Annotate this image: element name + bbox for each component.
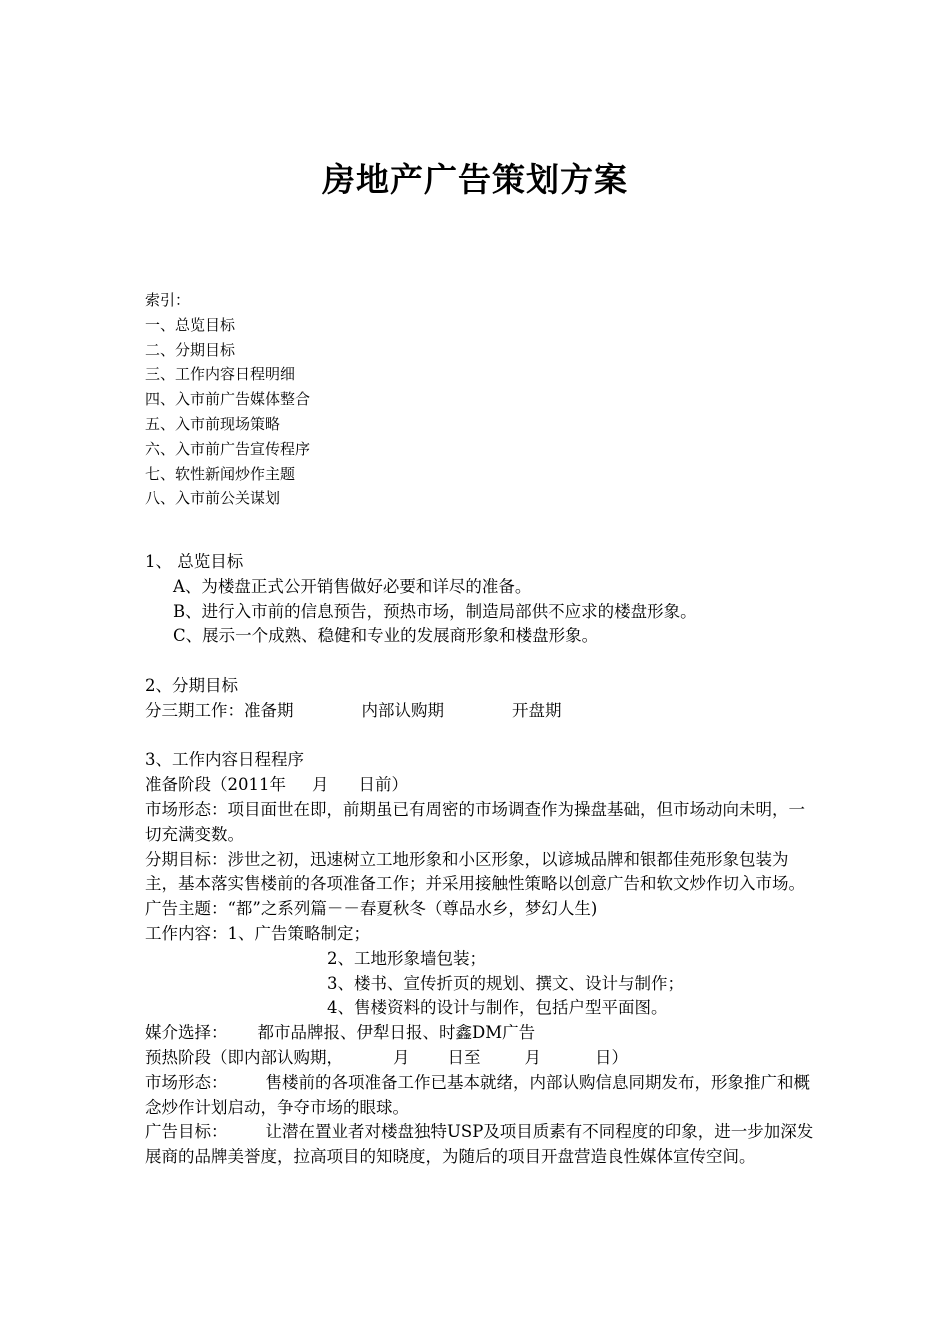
warmup-month2: 月	[524, 1047, 541, 1067]
prep-stage-day: 日前）	[358, 775, 408, 795]
market-form2-paragraph	[145, 1071, 815, 1121]
index-section	[145, 288, 310, 511]
section1-item: B、进行入市前的信息预告，预热市场，制造局部供不应求的楼盘形象。	[173, 601, 697, 621]
section1-item: A、为楼盘正式公开销售做好必要和详尽的准备。	[173, 576, 532, 596]
warmup-stage-label: 预热阶段（即内部认购期，	[145, 1047, 343, 1067]
index-item: 二、分期目标	[145, 340, 236, 359]
index-item: 五、入市前现场策略	[145, 414, 281, 433]
paragraph-gap	[145, 649, 815, 674]
prep-stage-line	[145, 773, 815, 798]
ad-goal-value: 让潜在置业者对楼盘独特USP及项目质素有不同程度的印象，进一步加深发展商的品牌美誉度，拉高项目的知晓度，为随后的项目开盘营造良性媒体宣传空间。	[145, 1122, 814, 1167]
section2-phase3: 开盘期	[512, 700, 562, 720]
section2-lead: 分三期工作：准备期	[145, 700, 294, 720]
section1-heading: 1、 总览目标	[145, 552, 244, 571]
section2-phases	[145, 699, 815, 724]
paragraph-gap	[145, 724, 815, 749]
work-content-line	[145, 922, 815, 947]
section2-phase2: 内部认购期	[361, 700, 444, 720]
section2-heading: 2、分期目标	[145, 675, 238, 695]
index-item: 八、入市前公关谋划	[145, 489, 281, 508]
market-form-paragraph: 市场形态：项目面世在即，前期虽已有周密的市场调查作为操盘基础，但市场动向未明，一切充满变数。	[145, 799, 805, 844]
ad-goal-label: 广告目标：	[145, 1122, 228, 1142]
ad-goal-paragraph	[145, 1120, 815, 1170]
prep-stage-label: 准备阶段（2011年	[145, 775, 286, 795]
warmup-day-end: 日）	[595, 1047, 628, 1067]
media-value: 都市品牌报、伊犁日报、时鑫DM广告	[257, 1023, 536, 1043]
media-label: 媒介选择：	[145, 1023, 228, 1043]
media-line	[145, 1021, 815, 1046]
index-heading: 索引：	[145, 291, 191, 309]
index-item: 一、总览目标	[145, 315, 236, 334]
work-content-item: 3、楼书、宣传折页的规划、撰文、设计与制作；	[327, 973, 684, 993]
index-item: 七、软性新闻炒作主题	[145, 464, 296, 483]
work-content-label: 工作内容：	[145, 923, 228, 943]
market-form2-label: 市场形态：	[145, 1072, 228, 1092]
work-content-item: 1、广告策略制定；	[227, 923, 370, 943]
section1-item: C、展示一个成熟、稳健和专业的发展商形象和楼盘形象。	[173, 626, 599, 646]
work-content-item: 4、售楼资料的设计与制作，包括户型平面图。	[327, 998, 668, 1018]
warmup-stage-line	[145, 1046, 815, 1071]
ad-theme-line: 广告主题：“都”之系列篇－－春夏秋冬（尊品水乡，梦幻人生)	[145, 899, 598, 919]
section3-heading: 3、工作内容日程程序	[145, 750, 304, 770]
work-content-item: 2、工地形象墙包装；	[327, 948, 486, 968]
market-form2-value: 售楼前的各项准备工作已基本就绪，内部认购信息同期发布，形象推广和概念炒作计划启动，争夺市场的眼球。	[145, 1072, 810, 1117]
index-item: 六、入市前广告宣传程序	[145, 439, 311, 458]
warmup-month1: 月	[393, 1047, 410, 1067]
document-title: 房地产广告策划方案	[322, 160, 628, 199]
phase-goal-paragraph: 分期目标：涉世之初，迅速树立工地形象和小区形象，以谚城品牌和银都佳苑形象包装为主，基本落实售楼前的各项准备工作；并采用接触性策略以创意广告和软文炒作切入市场。	[145, 849, 805, 894]
index-item: 四、入市前广告媒体整合	[145, 390, 311, 409]
prep-stage-month: 月	[312, 775, 329, 795]
document-body	[145, 550, 815, 1170]
index-item: 三、工作内容日程明细	[145, 365, 296, 384]
warmup-day-to: 日至	[447, 1047, 481, 1067]
